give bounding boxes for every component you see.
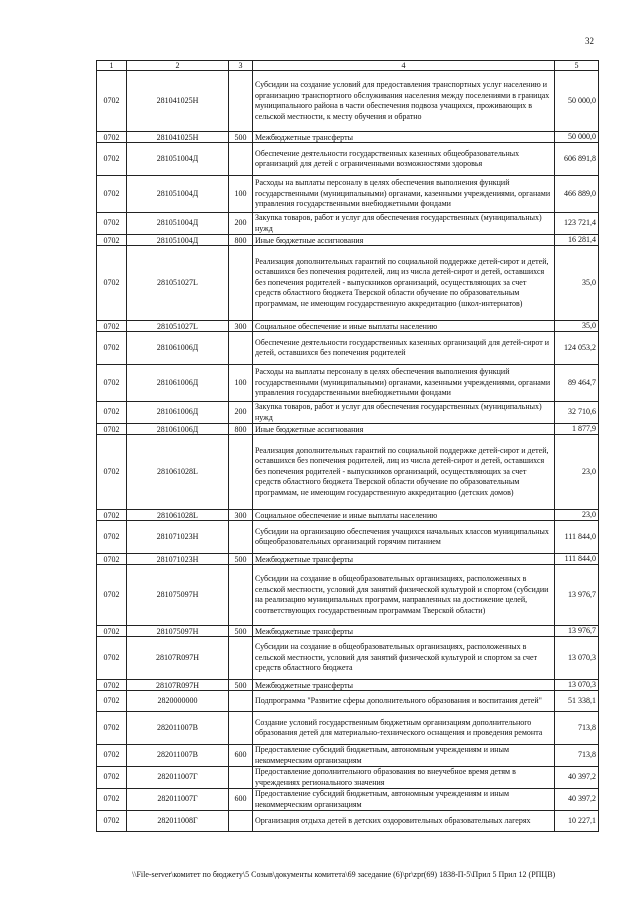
amount-cell: 466 889,0	[555, 176, 599, 213]
table-row	[97, 235, 599, 246]
description-cell: Субсидии на создание условий для предоставления транспортных услуг населению и организацию транспортного обслуживания населения между поселениями в границах муниципального района в части обеспечения подвоза учащихся, проживающих в сельской местности, к месту обучения и обратно	[253, 71, 555, 132]
table-row	[97, 402, 599, 424]
expense-type-cell: 600	[229, 789, 253, 811]
section-cell: 0702	[97, 424, 127, 435]
table-row	[97, 365, 599, 402]
description-cell: Предоставление субсидий бюджетным, автономным учреждениям и иным некоммерческим организациям	[253, 745, 555, 767]
section-cell: 0702	[97, 71, 127, 132]
amount-cell: 32 710,6	[555, 402, 599, 424]
table-row	[97, 424, 599, 435]
amount-cell: 123 721,4	[555, 213, 599, 235]
section-cell: 0702	[97, 365, 127, 402]
column-header: 5	[555, 61, 599, 71]
code-cell: 281075097Н	[127, 565, 229, 626]
amount-cell: 16 281,4	[555, 235, 599, 246]
section-cell: 0702	[97, 246, 127, 321]
table-row	[97, 565, 599, 626]
code-cell: 282011008Г	[127, 811, 229, 832]
table-row	[97, 811, 599, 832]
table-row	[97, 554, 599, 565]
description-cell: Закупка товаров, работ и услуг для обеспечения государственных (муниципальных) нужд	[253, 402, 555, 424]
expense-type-cell	[229, 565, 253, 626]
description-cell: Закупка товаров, работ и услуг для обеспечения государственных (муниципальных) нужд	[253, 213, 555, 235]
amount-cell: 40 397,2	[555, 767, 599, 789]
expense-type-cell: 500	[229, 626, 253, 637]
section-cell: 0702	[97, 321, 127, 332]
amount-cell: 111 844,0	[555, 554, 599, 565]
description-cell: Расходы на выплаты персоналу в целях обеспечения выполнения функций государственными (муниципальными) органами, казенными учреждениями, органами управления государственными внебюджетными фондами	[253, 365, 555, 402]
code-cell: 281061006Д	[127, 332, 229, 365]
amount-cell: 124 053,2	[555, 332, 599, 365]
code-cell: 281041025Н	[127, 132, 229, 143]
expense-type-cell	[229, 143, 253, 176]
budget-table	[96, 60, 599, 832]
code-cell: 281061006Д	[127, 402, 229, 424]
table-row	[97, 680, 599, 691]
table-row	[97, 510, 599, 521]
table-row	[97, 789, 599, 811]
expense-type-cell: 500	[229, 680, 253, 691]
description-cell: Межбюджетные трансферты	[253, 680, 555, 691]
code-cell: 28107R097Н	[127, 637, 229, 680]
expense-type-cell	[229, 71, 253, 132]
expense-type-cell: 100	[229, 365, 253, 402]
code-cell: 281071023Н	[127, 554, 229, 565]
table-row	[97, 626, 599, 637]
description-cell: Субсидии на организацию обеспечения учащихся начальных классов муниципальных общеобразовательных организаций горячим питанием	[253, 521, 555, 554]
table-header-row	[97, 61, 599, 71]
amount-cell: 1 877,9	[555, 424, 599, 435]
table-row	[97, 143, 599, 176]
section-cell: 0702	[97, 626, 127, 637]
amount-cell: 23,0	[555, 510, 599, 521]
amount-cell: 35,0	[555, 246, 599, 321]
amount-cell: 10 227,1	[555, 811, 599, 832]
amount-cell: 51 338,1	[555, 691, 599, 712]
expense-type-cell: 500	[229, 132, 253, 143]
code-cell: 281061006Д	[127, 365, 229, 402]
expense-type-cell	[229, 767, 253, 789]
table-row	[97, 176, 599, 213]
expense-type-cell: 200	[229, 213, 253, 235]
description-cell: Межбюджетные трансферты	[253, 554, 555, 565]
section-cell: 0702	[97, 132, 127, 143]
section-cell: 0702	[97, 213, 127, 235]
description-cell: Реализация дополнительных гарантий по социальной поддержке детей-сирот и детей, оставшихся без попечения родителей, лиц из числа детей-сирот и детей, оставшихся без попечения родителей - выпускников организаций, осуществляющих за счет средств областного бюджета Тверской области обучение по образовательным программам, не имеющим государственную аккредитацию (школ-интернатов)	[253, 246, 555, 321]
expense-type-cell	[229, 637, 253, 680]
code-cell: 281051027L	[127, 246, 229, 321]
description-cell: Субсидии на создание в общеобразовательных организациях, расположенных в сельской местности, условий для занятий физической культурой и спортом (субсидии на реализацию муниципальных программ, направленных на достижение целей, соответствующих государственным программам Тверской области)	[253, 565, 555, 626]
section-cell: 0702	[97, 435, 127, 510]
code-cell: 281071023Н	[127, 521, 229, 554]
table-row	[97, 435, 599, 510]
section-cell: 0702	[97, 554, 127, 565]
expense-type-cell	[229, 246, 253, 321]
description-cell: Предоставление субсидий бюджетным, автономным учреждениям и иным некоммерческим организациям	[253, 789, 555, 811]
section-cell: 0702	[97, 745, 127, 767]
amount-cell: 713,8	[555, 745, 599, 767]
code-cell: 28107R097Н	[127, 680, 229, 691]
code-cell: 281075097Н	[127, 626, 229, 637]
column-header: 4	[253, 61, 555, 71]
description-cell: Создание условий государственным бюджетным организациям дополнительного образования детей для материально-технического оснащения и проведения ремонта	[253, 712, 555, 745]
amount-cell: 13 070,3	[555, 637, 599, 680]
code-cell: 281051004Д	[127, 143, 229, 176]
code-cell: 281061028L	[127, 510, 229, 521]
section-cell: 0702	[97, 811, 127, 832]
table-row	[97, 246, 599, 321]
code-cell: 282011007В	[127, 712, 229, 745]
amount-cell: 35,0	[555, 321, 599, 332]
expense-type-cell: 500	[229, 554, 253, 565]
description-cell: Социальное обеспечение и иные выплаты населению	[253, 321, 555, 332]
code-cell: 281051027L	[127, 321, 229, 332]
amount-cell: 13 070,3	[555, 680, 599, 691]
description-cell: Реализация дополнительных гарантий по социальной поддержке детей-сирот и детей, оставшихся без попечения родителей, лиц из числа детей-сирот и детей, оставшихся без попечения родителей - выпускников организаций, осуществляющих за счет средств областного бюджета Тверской области обучение по образовательным программам, не имеющим государственную аккредитацию (детских домов)	[253, 435, 555, 510]
table-row	[97, 691, 599, 712]
section-cell: 0702	[97, 521, 127, 554]
code-cell: 281061028L	[127, 435, 229, 510]
expense-type-cell: 300	[229, 321, 253, 332]
table-row	[97, 521, 599, 554]
file-path-footer: \\File-server\комитет по бюджету\5 Созыв\документы комитета\69 заседание (6)\pr\zpr(69) 1838-П-5\Прил 5 Прил 12 (РПЦВ)	[132, 870, 556, 879]
amount-cell: 13 976,7	[555, 626, 599, 637]
expense-type-cell: 800	[229, 424, 253, 435]
section-cell: 0702	[97, 235, 127, 246]
section-cell: 0702	[97, 176, 127, 213]
description-cell: Организация отдыха детей в детских оздоровительных образовательных лагерях	[253, 811, 555, 832]
amount-cell: 40 397,2	[555, 789, 599, 811]
description-cell: Предоставление дополнительного образования во внеучебное время детям в учреждениях регионального значения	[253, 767, 555, 789]
section-cell: 0702	[97, 510, 127, 521]
amount-cell: 713,8	[555, 712, 599, 745]
section-cell: 0702	[97, 789, 127, 811]
page-number: 32	[585, 36, 594, 46]
table-row	[97, 712, 599, 745]
amount-cell: 50 000,0	[555, 71, 599, 132]
code-cell: 282011007В	[127, 745, 229, 767]
amount-cell: 50 000,0	[555, 132, 599, 143]
table-row	[97, 132, 599, 143]
code-cell: 281041025Н	[127, 71, 229, 132]
code-cell: 282011007Г	[127, 767, 229, 789]
amount-cell: 89 464,7	[555, 365, 599, 402]
code-cell: 2820000000	[127, 691, 229, 712]
table-row	[97, 71, 599, 132]
description-cell: Подпрограмма "Развитие сферы дополнительного образования и воспитания детей"	[253, 691, 555, 712]
code-cell: 282011007Г	[127, 789, 229, 811]
code-cell: 281051004Д	[127, 213, 229, 235]
table-row	[97, 767, 599, 789]
expense-type-cell	[229, 521, 253, 554]
description-cell: Социальное обеспечение и иные выплаты населению	[253, 510, 555, 521]
section-cell: 0702	[97, 143, 127, 176]
expense-type-cell: 800	[229, 235, 253, 246]
table-row	[97, 332, 599, 365]
description-cell: Межбюджетные трансферты	[253, 626, 555, 637]
expense-type-cell	[229, 435, 253, 510]
amount-cell: 13 976,7	[555, 565, 599, 626]
section-cell: 0702	[97, 712, 127, 745]
amount-cell: 23,0	[555, 435, 599, 510]
column-header: 1	[97, 61, 127, 71]
section-cell: 0702	[97, 691, 127, 712]
description-cell: Обеспечение деятельности государственных казенных общеобразовательных организаций для детей с ограниченными возможностями здоровья	[253, 143, 555, 176]
section-cell: 0702	[97, 680, 127, 691]
expense-type-cell: 300	[229, 510, 253, 521]
expense-type-cell	[229, 712, 253, 745]
section-cell: 0702	[97, 637, 127, 680]
table-row	[97, 213, 599, 235]
description-cell: Расходы на выплаты персоналу в целях обеспечения выполнения функций государственными (муниципальными) органами, казенными учреждениями, органами управления государственными внебюджетными фондами	[253, 176, 555, 213]
table-row	[97, 637, 599, 680]
expense-type-cell	[229, 691, 253, 712]
description-cell: Субсидии на создание в общеобразовательных организациях, расположенных в сельской местности, условий для занятий физической культурой и спортом за счет средств областного бюджета	[253, 637, 555, 680]
table-row	[97, 745, 599, 767]
code-cell: 281051004Д	[127, 235, 229, 246]
section-cell: 0702	[97, 402, 127, 424]
section-cell: 0702	[97, 332, 127, 365]
amount-cell: 111 844,0	[555, 521, 599, 554]
code-cell: 281061006Д	[127, 424, 229, 435]
column-header: 3	[229, 61, 253, 71]
expense-type-cell	[229, 811, 253, 832]
expense-type-cell	[229, 332, 253, 365]
code-cell: 281051004Д	[127, 176, 229, 213]
description-cell: Межбюджетные трансферты	[253, 132, 555, 143]
description-cell: Иные бюджетные ассигнования	[253, 235, 555, 246]
description-cell: Иные бюджетные ассигнования	[253, 424, 555, 435]
column-header: 2	[127, 61, 229, 71]
expense-type-cell: 100	[229, 176, 253, 213]
section-cell: 0702	[97, 565, 127, 626]
expense-type-cell: 200	[229, 402, 253, 424]
amount-cell: 606 891,8	[555, 143, 599, 176]
table-row	[97, 321, 599, 332]
expense-type-cell: 600	[229, 745, 253, 767]
description-cell: Обеспечение деятельности государственных казенных организаций для детей-сирот и детей, оставшихся без попечения родителей	[253, 332, 555, 365]
section-cell: 0702	[97, 767, 127, 789]
